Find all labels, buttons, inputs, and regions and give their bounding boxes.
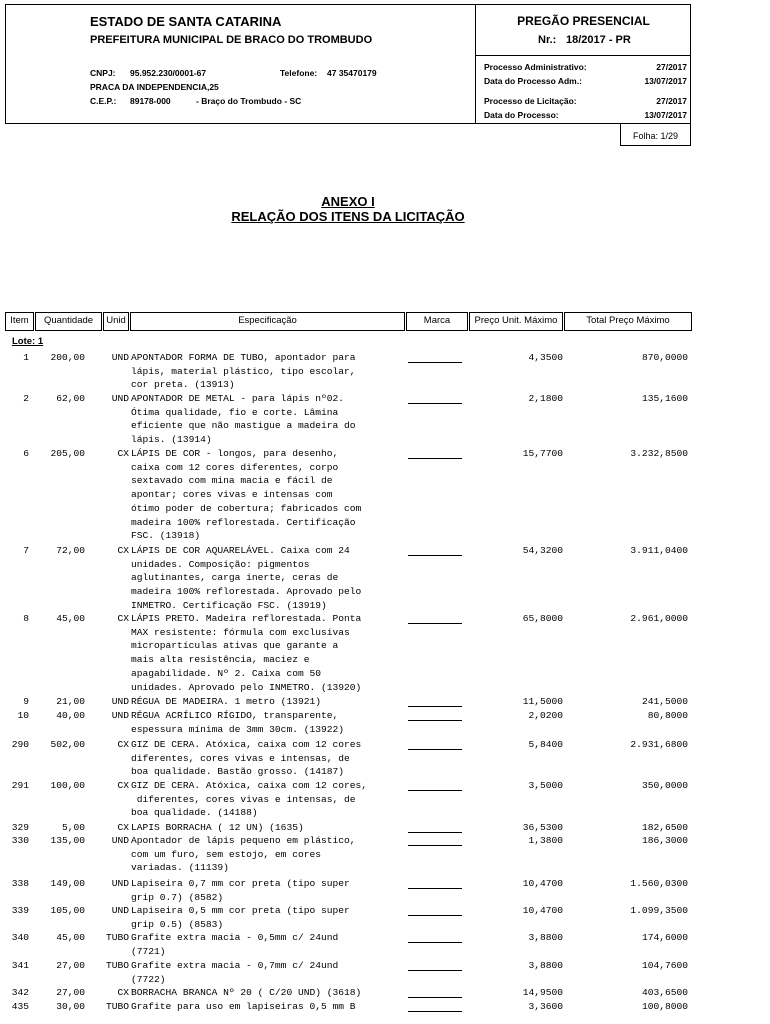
item-unit-price: 15,7700	[522, 448, 563, 459]
item-total-price: 3.232,8500	[630, 448, 688, 459]
item-total-price: 870,0000	[641, 352, 688, 363]
item-unit-price: 2,1800	[528, 393, 563, 404]
item-quantity: 5,00	[61, 822, 85, 833]
item-spec-line: RÉGUA DE MADEIRA. 1 metro (13921)	[131, 696, 321, 707]
brand-blank-line	[408, 403, 462, 404]
item-unit-price: 5,8400	[528, 739, 563, 750]
item-quantity: 149,00	[50, 878, 85, 889]
item-spec-line: diferentes, cores vivas e intensas, de	[131, 752, 350, 764]
item-unit: TUBO	[105, 960, 129, 971]
proc-adm-date-value: 13/07/2017	[644, 76, 687, 86]
item-unit: UND	[111, 352, 129, 363]
item-total-price: 182,6500	[641, 822, 688, 833]
brand-blank-line	[408, 555, 462, 556]
item-number: 341	[11, 960, 29, 971]
item-spec-line: Apontador de lápis pequeno em plástico,	[131, 835, 356, 846]
item-unit: TUBO	[105, 1001, 129, 1012]
item-unit: UND	[111, 878, 129, 889]
lote-label: Lote: 1	[12, 336, 44, 347]
item-unit-price: 10,4700	[522, 878, 563, 889]
item-number: 10	[17, 710, 29, 721]
item-spec-line: ótimo poder de cobertura; fabricados com	[131, 502, 362, 514]
item-total-price: 350,0000	[641, 780, 688, 791]
item-spec-line: LAPIS BORRACHA ( 12 UN) (1635)	[131, 822, 304, 833]
item-unit: CX	[117, 987, 129, 998]
item-unit: TUBO	[105, 932, 129, 943]
item-spec-line: lápis, material plástico, tipo escolar,	[131, 365, 356, 377]
item-unit-price: 3,3600	[528, 1001, 563, 1012]
address: PRACA DA INDEPENDENCIA,25	[90, 82, 219, 92]
item-total-price: 1.560,0300	[630, 878, 688, 889]
item-quantity: 100,00	[50, 780, 85, 791]
item-total-price: 403,6500	[641, 987, 688, 998]
item-unit-price: 3,8800	[528, 932, 563, 943]
item-unit-price: 65,8000	[522, 613, 563, 624]
item-spec-line: FSC. (13918)	[131, 530, 201, 542]
brand-blank-line	[408, 915, 462, 916]
proc-adm-value: 27/2017	[656, 62, 687, 72]
col-unit-price: Preço Unit. Máximo	[469, 312, 563, 331]
item-unit: UND	[111, 393, 129, 404]
col-item: Item	[5, 312, 34, 331]
item-spec-line: (7722)	[131, 973, 166, 985]
item-spec-line: com um furo, sem estojo, em cores	[131, 848, 321, 860]
item-spec-line: apagabilidade. Nº 2. Caixa com 50	[131, 667, 321, 679]
item-spec-line: LÁPIS PRETO. Madeira reflorestada. Ponta	[131, 613, 362, 624]
item-unit: UND	[111, 696, 129, 707]
brand-blank-line	[408, 623, 462, 624]
brand-blank-line	[408, 888, 462, 889]
item-unit: CX	[117, 448, 129, 459]
item-unit: CX	[117, 545, 129, 556]
item-spec-line: lápis. (13914)	[131, 434, 212, 446]
item-spec-line: unidades. Composição: pigmentos	[131, 558, 310, 570]
brand-blank-line	[408, 706, 462, 707]
item-quantity: 135,00	[50, 835, 85, 846]
cnpj-value: 95.952.230/0001-67	[130, 68, 207, 78]
brand-blank-line	[408, 790, 462, 791]
item-number: 290	[11, 739, 29, 750]
item-unit: UND	[111, 710, 129, 721]
item-unit-price: 11,5000	[522, 696, 563, 707]
prefecture-name: PREFEITURA MUNICIPAL DE BRACO DO TROMBUDO	[90, 34, 373, 46]
brand-blank-line	[408, 1011, 462, 1012]
item-unit-price: 10,4700	[522, 905, 563, 916]
brand-blank-line	[408, 832, 462, 833]
item-spec-line: APONTADOR FORMA DE TUBO, apontador para	[131, 352, 356, 363]
item-spec-line: RÉGUA ACRÍLICO RÍGIDO, transparente,	[131, 710, 339, 721]
item-spec-line: eficiente que não mastigue a madeira do	[131, 420, 356, 432]
item-spec-line: GIZ DE CERA. Atóxica, caixa com 12 cores	[131, 739, 362, 750]
item-spec-line: Ótima qualidade, fio e corte. Lâmina	[131, 406, 339, 418]
item-spec-line: sextavado com mina macia e fácil de	[131, 475, 333, 487]
annex-title: ANEXO I	[321, 194, 375, 209]
brand-blank-line	[408, 845, 462, 846]
modality: PREGÃO PRESENCIAL	[517, 14, 650, 28]
item-unit-price: 36,5300	[522, 822, 563, 833]
col-total-price: Total Preço Máximo	[564, 312, 692, 331]
item-spec-line: grip 0.5) (8583)	[131, 918, 224, 930]
item-unit: CX	[117, 822, 129, 833]
item-spec-line: APONTADOR DE METAL - para lápis nº02.	[131, 393, 345, 404]
item-quantity: 45,00	[56, 932, 85, 943]
item-spec-line: mais alta resistência, maciez e	[131, 654, 310, 666]
item-number: 1	[23, 352, 29, 363]
item-unit-price: 1,3800	[528, 835, 563, 846]
item-total-price: 3.911,0400	[630, 545, 688, 556]
item-unit: CX	[117, 739, 129, 750]
item-number: 291	[11, 780, 29, 791]
item-quantity: 21,00	[56, 696, 85, 707]
item-spec-line: madeira 100% reflorestada. Certificação	[131, 516, 356, 528]
brand-blank-line	[408, 458, 462, 459]
item-total-price: 135,1600	[641, 393, 688, 404]
brand-blank-line	[408, 720, 462, 721]
item-spec-line: unidades. Aprovado pelo INMETRO. (13920)	[131, 681, 362, 693]
col-unit: Unid	[103, 312, 129, 331]
item-number: 7	[23, 545, 29, 556]
item-unit-price: 2,0200	[528, 710, 563, 721]
proc-date-value: 13/07/2017	[644, 110, 687, 120]
brand-blank-line	[408, 749, 462, 750]
item-spec-line: diferentes, cores vivas e intensas, de	[131, 793, 356, 805]
item-unit-price: 14,9500	[522, 987, 563, 998]
item-number: 9	[23, 696, 29, 707]
state-name: ESTADO DE SANTA CATARINA	[90, 14, 282, 29]
phone-label: Telefone:	[280, 68, 318, 78]
item-number: 8	[23, 613, 29, 624]
item-number: 6	[23, 448, 29, 459]
item-spec-line: Grafite extra macia - 0,7mm c/ 24und	[131, 960, 339, 971]
annex-subtitle: RELAÇÃO DOS ITENS DA LICITAÇÃO	[231, 209, 465, 224]
item-quantity: 27,00	[56, 960, 85, 971]
item-quantity: 205,00	[50, 448, 85, 459]
brand-blank-line	[408, 970, 462, 971]
item-spec-line: INMETRO. Certificação FSC. (13919)	[131, 599, 327, 611]
item-spec-line: boa qualidade. (14188)	[131, 807, 258, 819]
item-spec-line: Lapiseira 0,7 mm cor preta (tipo super	[131, 878, 350, 889]
page-counter	[620, 124, 691, 146]
header-right-divider	[475, 55, 691, 56]
brand-blank-line	[408, 942, 462, 943]
item-total-price: 2.931,6800	[630, 739, 688, 750]
item-number: 342	[11, 987, 29, 998]
item-total-price: 2.961,0000	[630, 613, 688, 624]
item-quantity: 502,00	[50, 739, 85, 750]
phone-value: 47 35470179	[327, 68, 377, 78]
item-spec-line: LÁPIS DE COR - longos, para desenho,	[131, 448, 339, 459]
cnpj-label: CNPJ:	[90, 68, 116, 78]
item-total-price: 100,8000	[641, 1001, 688, 1012]
item-spec-line: grip 0.7) (8582)	[131, 891, 224, 903]
folha-value: 1/29	[660, 131, 679, 141]
item-quantity: 40,00	[56, 710, 85, 721]
item-spec-line: Lapiseira 0,5 mm cor preta (tipo super	[131, 905, 350, 916]
cep-label: C.E.P.:	[90, 96, 117, 106]
col-specification: Especificação	[130, 312, 405, 331]
item-spec-line: caixa com 12 cores diferentes, corpo	[131, 461, 339, 473]
item-number: 339	[11, 905, 29, 916]
item-quantity: 27,00	[56, 987, 85, 998]
item-unit: CX	[117, 780, 129, 791]
proc-adm-label: Processo Administrativo:	[484, 62, 587, 72]
item-quantity: 30,00	[56, 1001, 85, 1012]
number-label: Nr.:	[538, 34, 557, 46]
item-total-price: 186,3000	[641, 835, 688, 846]
item-quantity: 72,00	[56, 545, 85, 556]
item-spec-line: MAX resistente: fórmula com exclusivas	[131, 626, 350, 638]
item-spec-line: madeira 100% reflorestada. Aprovado pelo	[131, 586, 362, 598]
brand-blank-line	[408, 362, 462, 363]
item-spec-line: LÁPIS DE COR AQUARELÁVEL. Caixa com 24	[131, 545, 350, 556]
item-quantity: 62,00	[56, 393, 85, 404]
item-total-price: 174,6000	[641, 932, 688, 943]
item-spec-line: espessura mínima de 3mm 30cm. (13922)	[131, 723, 345, 735]
number-value: 18/2017 - PR	[566, 34, 631, 46]
item-unit: UND	[111, 835, 129, 846]
proc-lic-value: 27/2017	[656, 96, 687, 106]
item-quantity: 45,00	[56, 613, 85, 624]
item-total-price: 241,5000	[641, 696, 688, 707]
item-unit: UND	[111, 905, 129, 916]
item-spec-line: apontar; cores vivas e intensas com	[131, 489, 333, 501]
proc-lic-label: Processo de Licitação:	[484, 96, 577, 106]
item-spec-line: (7721)	[131, 945, 166, 957]
proc-adm-date-label: Data do Processo Adm.:	[484, 76, 582, 86]
item-number: 329	[11, 822, 29, 833]
item-total-price: 1.099,3500	[630, 905, 688, 916]
item-spec-line: Grafite extra macia - 0,5mm c/ 24und	[131, 932, 339, 943]
item-unit-price: 54,3200	[522, 545, 563, 556]
folha-label: Folha:	[632, 131, 658, 141]
item-quantity: 200,00	[50, 352, 85, 363]
item-total-price: 104,7600	[641, 960, 688, 971]
item-unit-price: 3,8800	[528, 960, 563, 971]
item-spec-line: aglutinantes, carga inerte, ceras de	[131, 572, 339, 584]
item-unit-price: 3,5000	[528, 780, 563, 791]
item-total-price: 80,8000	[647, 710, 688, 721]
item-unit-price: 4,3500	[528, 352, 563, 363]
item-spec-line: BORRACHA BRANCA Nº 20 ( C/20 UND) (3618)	[131, 987, 362, 998]
item-quantity: 105,00	[50, 905, 85, 916]
item-spec-line: variadas. (11139)	[131, 862, 229, 874]
col-quantity: Quantidade	[35, 312, 102, 331]
item-spec-line: micropartículas ativas que garante a	[131, 640, 339, 652]
item-spec-line: GIZ DE CERA. Atóxica, caixa com 12 cores,	[131, 780, 368, 791]
col-brand: Marca	[406, 312, 468, 331]
item-number: 330	[11, 835, 29, 846]
item-number: 338	[11, 878, 29, 889]
item-spec-line: Grafite para uso em lapiseiras 0,5 mm B	[131, 1001, 356, 1012]
item-spec-line: cor preta. (13913)	[131, 379, 235, 391]
item-number: 2	[23, 393, 29, 404]
item-number: 435	[11, 1001, 29, 1012]
item-spec-line: boa qualidade. Bastão grosso. (14187)	[131, 766, 345, 778]
proc-date-label: Data do Processo:	[484, 110, 559, 120]
item-number: 340	[11, 932, 29, 943]
city: - Braço do Trombudo - SC	[196, 96, 302, 106]
item-unit: CX	[117, 613, 129, 624]
brand-blank-line	[408, 997, 462, 998]
cep-value: 89178-000	[130, 96, 171, 106]
